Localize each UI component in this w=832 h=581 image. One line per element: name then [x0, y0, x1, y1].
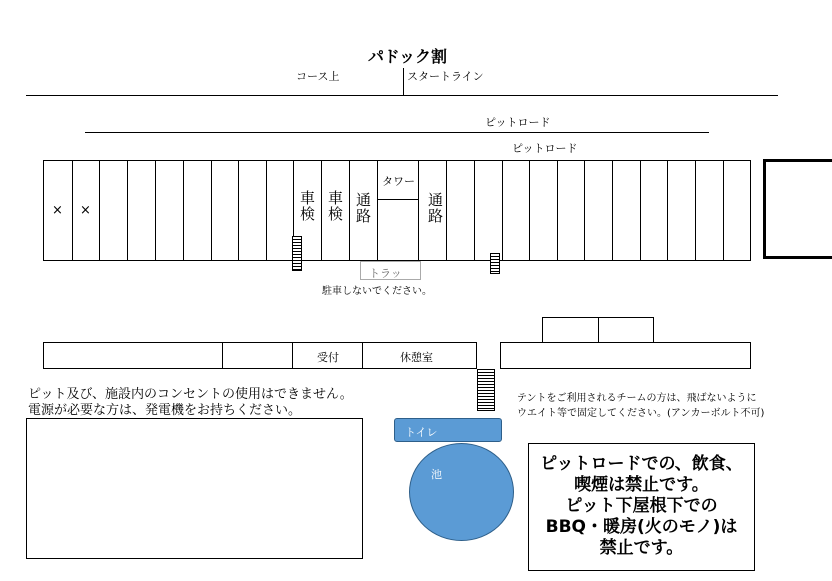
passage-label-1: 通路: [354, 192, 372, 224]
reception-label: 受付: [317, 351, 339, 364]
room-divider: [292, 343, 293, 368]
passage-label-2: 通路: [426, 192, 444, 224]
start-line-marker: [403, 68, 404, 95]
stairs-icon: [477, 369, 495, 411]
pit-divider: [474, 161, 475, 260]
warning-line-2: 喫煙は禁止です。: [574, 475, 709, 495]
start-line-label: スタートライン: [407, 70, 484, 83]
course-label: コース上: [296, 70, 340, 83]
room-divider: [598, 318, 599, 342]
pit-divider: [418, 161, 419, 260]
pond: [409, 443, 514, 541]
cross-mark-1: ×: [52, 203, 63, 218]
pit-divider: [321, 161, 322, 260]
pond-label: 池: [431, 468, 442, 481]
tower-divider: [377, 199, 418, 200]
pit-divider: [695, 161, 696, 260]
pit-divider: [183, 161, 184, 260]
warning-line-1: ピットロードでの、飲食、: [540, 454, 743, 474]
stairs-icon: [490, 253, 500, 274]
pit-divider: [349, 161, 350, 260]
pit-road-label-1: ピットロード: [485, 116, 551, 129]
pit-divider: [723, 161, 724, 260]
pit-divider: [612, 161, 613, 260]
page-title: パドック割: [368, 47, 448, 66]
pit-divider: [667, 161, 668, 260]
room-divider: [222, 343, 223, 368]
warning-line-4: BBQ・暖房(火のモノ)は: [545, 517, 738, 537]
truck-parking-area: トラッ: [360, 261, 421, 280]
pit-divider: [377, 161, 378, 260]
outlet-note-1: ピット及び、施設内のコンセントの使用はできません。: [28, 387, 353, 402]
building-row-right: [500, 342, 751, 369]
pit-divider: [529, 161, 530, 260]
pit-divider: [446, 161, 447, 260]
tower-label: タワー: [382, 175, 415, 188]
side-building: [763, 159, 832, 259]
tent-note-2: ウエイト等で固定してください。(アンカーボルト不可): [517, 408, 765, 419]
toilet-building: トイレ: [394, 418, 502, 442]
rest-room-label: 休憩室: [400, 351, 433, 364]
pit-divider: [584, 161, 585, 260]
pit-divider: [238, 161, 239, 260]
pit-divider: [155, 161, 156, 260]
pit-divider: [72, 161, 73, 260]
pit-divider: [127, 161, 128, 260]
room-divider: [362, 343, 363, 368]
warning-line-3: ピット下屋根下での: [565, 496, 718, 516]
outlet-note-2: 電源が必要な方は、発電機をお持ちください。: [28, 403, 302, 418]
stairs-icon: [292, 236, 302, 271]
pit-divider: [266, 161, 267, 260]
inspection-label-1: 車検: [298, 190, 316, 222]
open-area: [26, 418, 363, 559]
warning-box: [528, 443, 755, 571]
inspection-label-2: 車検: [326, 190, 344, 222]
pit-road-line: [85, 132, 709, 133]
annex-building: [542, 317, 654, 343]
no-parking-note: 駐車しないでください。: [322, 286, 432, 297]
pit-divider: [640, 161, 641, 260]
course-line: [26, 95, 778, 96]
pit-divider: [211, 161, 212, 260]
tent-note-1: テントをご利用されるチームの方は、飛ばないように: [517, 393, 757, 404]
cross-mark-2: ×: [80, 203, 91, 218]
pit-road-label-2: ピットロード: [512, 142, 578, 155]
pit-divider: [557, 161, 558, 260]
pit-divider: [502, 161, 503, 260]
pit-divider: [99, 161, 100, 260]
warning-line-5: 禁止です。: [599, 538, 684, 558]
